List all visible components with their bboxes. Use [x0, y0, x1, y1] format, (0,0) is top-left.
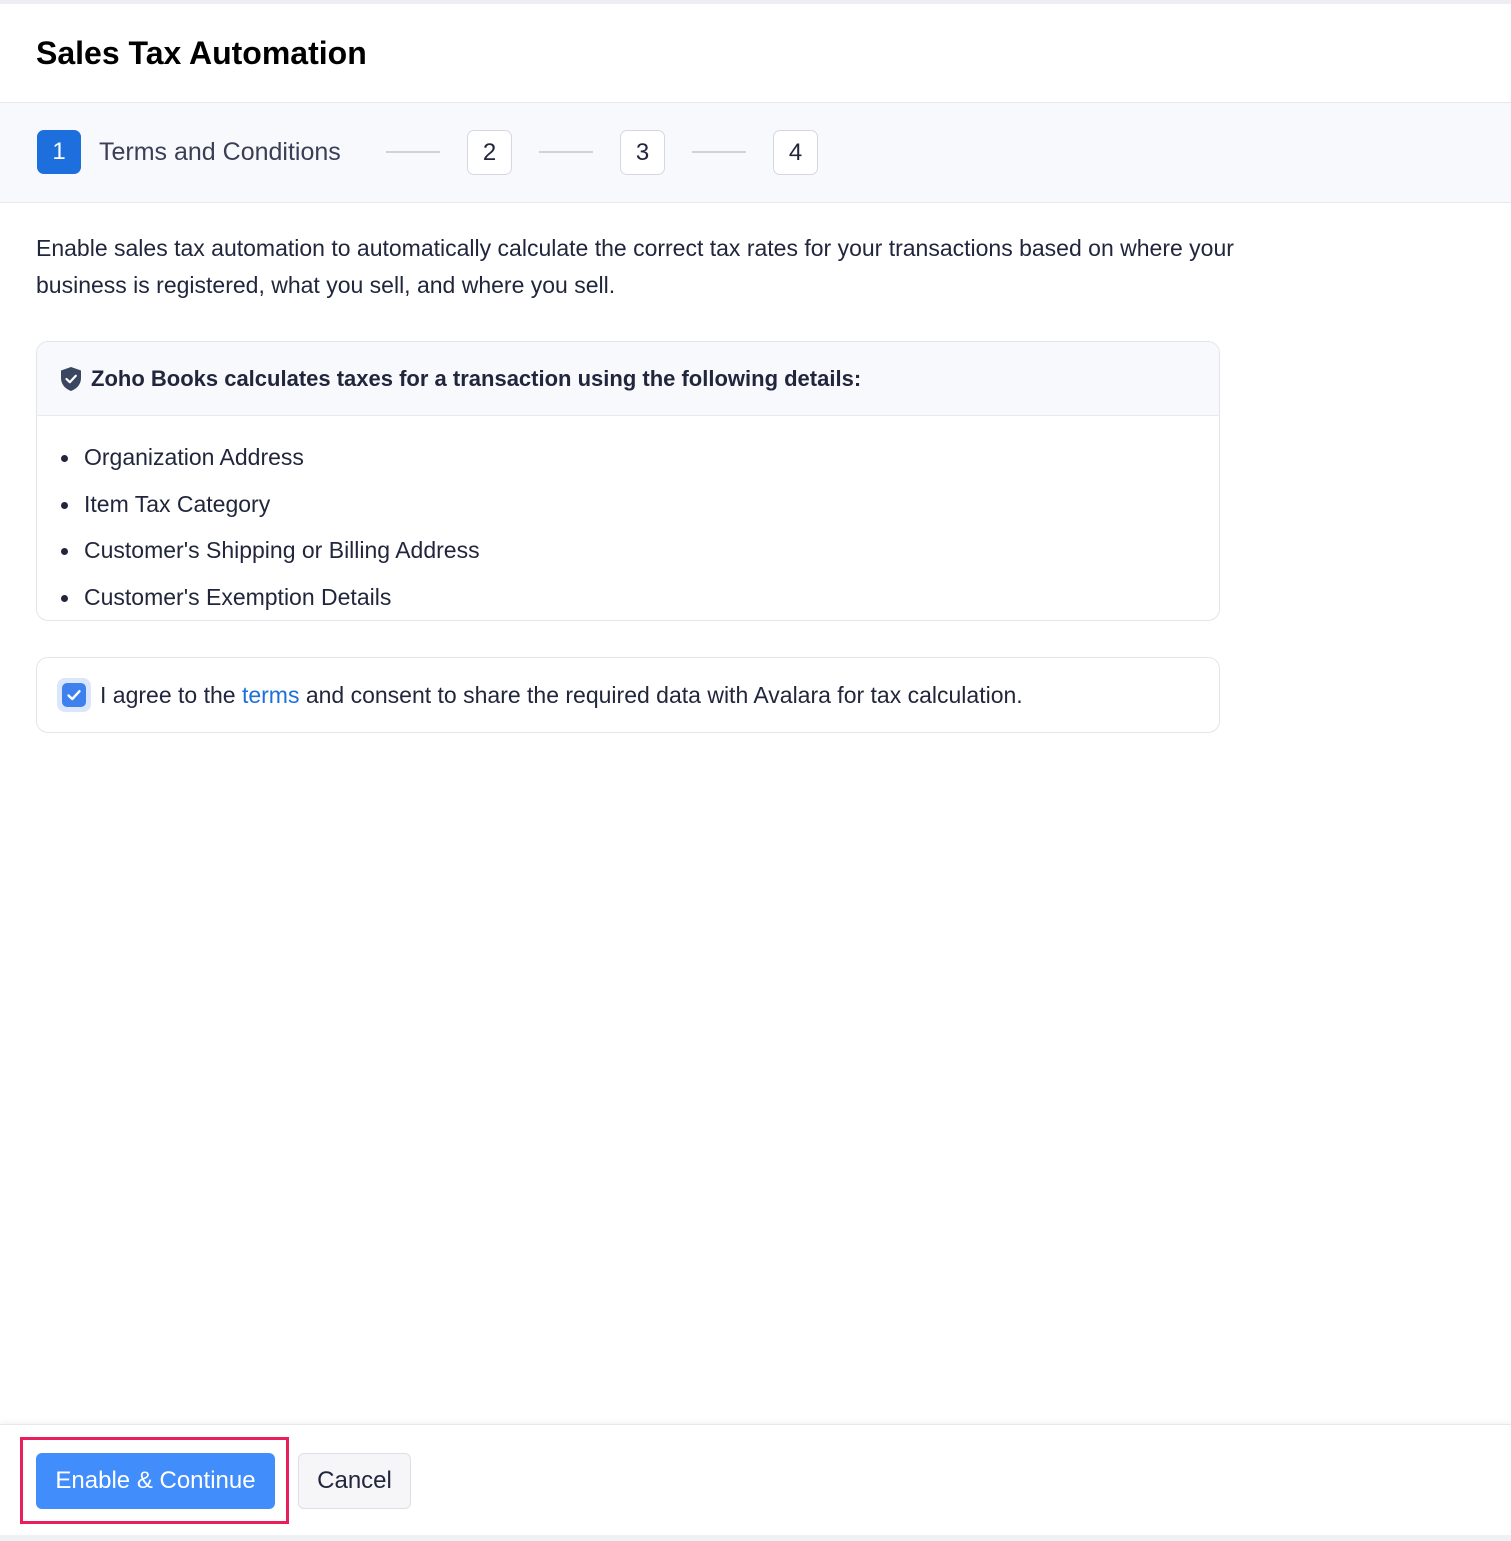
agreement-card — [36, 657, 1220, 733]
step-4-number[interactable]: 4 — [773, 130, 818, 175]
step-connector — [539, 151, 593, 153]
step-connector — [386, 151, 440, 153]
tax-details-list — [37, 416, 1219, 620]
list-item: Customer's Exemption Details — [59, 574, 1219, 621]
tax-details-card — [36, 341, 1220, 621]
agreement-text — [100, 680, 1023, 710]
step-1-number[interactable]: 1 — [37, 130, 81, 174]
list-item: Customer's Shipping or Billing Address — [59, 527, 1219, 574]
shield-check-icon — [59, 366, 83, 392]
step-3-number[interactable]: 3 — [620, 130, 665, 175]
footer-bar — [0, 1424, 1511, 1541]
tax-details-title: Zoho Books calculates taxes for a transaction using the following details: — [91, 365, 862, 391]
page-header — [0, 4, 1511, 103]
list-item: Organization Address — [59, 434, 1219, 481]
tax-details-card-header — [37, 342, 1219, 416]
intro-text: Enable sales tax automation to automatically calculate the correct tax rates for your transactions based on where your business is registered, what you sell, and where you sell. — [36, 235, 1234, 298]
checkbox-box — [62, 683, 86, 707]
bottom-edge — [0, 1535, 1511, 1541]
agree-checkbox[interactable] — [57, 678, 91, 712]
agreement-text-after: and consent to share the required data with Avalara for tax calculation. — [299, 682, 1023, 708]
enable-continue-button[interactable]: Enable & Continue — [36, 1453, 275, 1509]
step-connector — [692, 151, 746, 153]
check-icon — [65, 686, 83, 704]
cancel-button[interactable]: Cancel — [298, 1453, 411, 1509]
step-1-label: Terms and Conditions — [99, 138, 341, 166]
list-item: Item Tax Category — [59, 481, 1219, 528]
page-title: Sales Tax Automation — [36, 35, 367, 71]
terms-link[interactable]: terms — [241, 682, 300, 708]
stepper — [0, 103, 1511, 203]
agreement-text-before: I agree to the — [100, 682, 242, 708]
step-2-number[interactable]: 2 — [467, 130, 512, 175]
